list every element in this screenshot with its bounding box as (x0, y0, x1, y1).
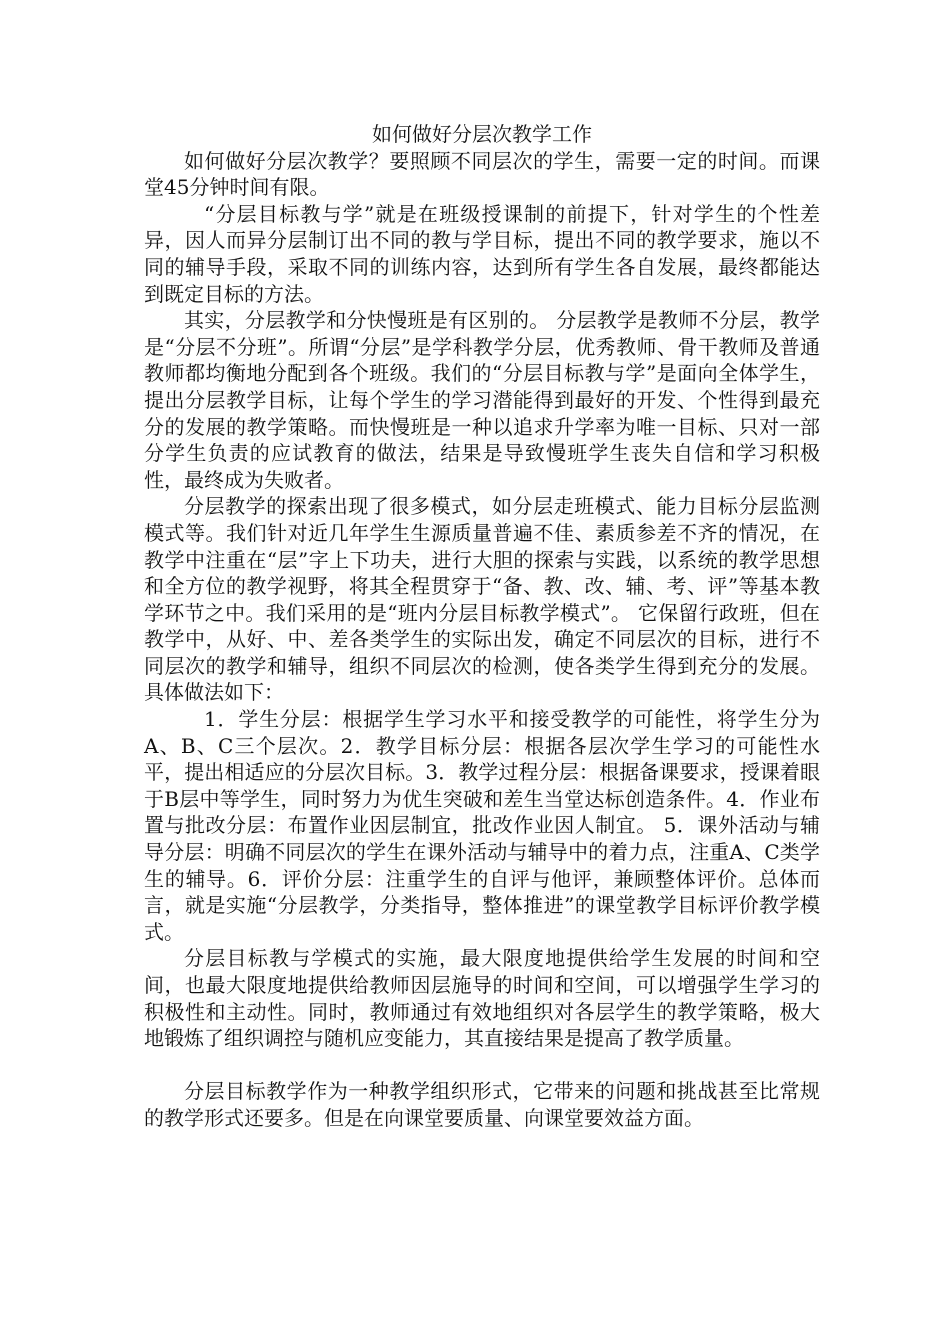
document-title: 如何做好分层次教学工作 (372, 122, 592, 146)
paragraph-spacer (144, 1052, 820, 1079)
paragraph-methods: 1．学生分层：根据学生学习水平和接受教学的可能性，将学生分为A、B、C三个层次。2．教学目标分层：根据各层次学生学习的可能性水平，提出相适应的分层次目标。3．教学过程分层：根据备课要求，授课着眼于B层中等学生，同时努力为优生突破和差生当堂达标创造条件。4．作业布置与批改分层：布置作业因层制宜，批改作业因人制宜。 5．课外活动与辅导分层：明确不同层次的学生在课外活动与辅导中的着力点，注重A、C类学生的辅导。6．评价分层：注重学生的自评与他评，兼顾整体评价。总体而言，就是实施“分层教学，分类指导，整体推进”的课堂教学目标评价教学模式。 (144, 707, 820, 944)
paragraph-definition: “分层目标教与学”就是在班级授课制的前提下，针对学生的个性差异，因人而异分层制订出不同的教与学目标，提出不同的教学要求，施以不同的辅导手段，采取不同的训练内容，达到所有学生各自发展，最终都能达到既定目标的方法。 (144, 201, 820, 306)
paragraph-challenges: 分层目标教学作为一种教学组织形式，它带来的问题和挑战甚至比常规的教学形式还要多。但是在向课堂要质量、向课堂要效益方面。 (144, 1079, 820, 1130)
paragraph-intro: 如何做好分层次教学？要照顾不同层次的学生，需要一定的时间。而课堂45分钟时间有限。 (144, 148, 820, 200)
document-body (144, 121, 820, 1132)
paragraph-effects: 分层目标教与学模式的实施，最大限度地提供给学生发展的时间和空间，也最大限度地提供给教师因层施导的时间和空间，可以增强学生学习的积极性和主动性。同时，教师通过有效地组织对各层学生的教学策略，极大地锻炼了组织调控与随机应变能力，其直接结果是提高了教学质量。 (144, 946, 820, 1051)
paragraph-models: 分层教学的探索出现了很多模式，如分层走班模式、能力目标分层监测模式等。我们针对近几年学生生源质量普遍不佳、素质参差不齐的情况，在教学中注重在“层”字上下功夫，进行大胆的探索与实践，以系统的教学思想和全方位的教学视野，将其全程贯穿于“备、教、改、辅、考、评”等基本教学环节之中。我们采用的是“班内分层目标教学模式”。 它保留行政班，但在教学中，从好、中、差各类学生的实际出发，确定不同层次的目标，进行不同层次的教学和辅导，组织不同层次的检测，使各类学生得到充分的发展。具体做法如下： (144, 494, 820, 705)
paragraph-difference: 其实，分层教学和分快慢班是有区别的。 分层教学是教师不分层，教学是“分层不分班”。所谓“分层”是学科教学分层，优秀教师、骨干教师及普通教师都均衡地分配到各个班级。我们的“分层目标教与学”是面向全体学生，提出分层教学目标，让每个学生的学习潜能得到最好的开发、个性得到最充分的发展的教学策略。而快慢班是一种以追求升学率为唯一目标、只对一部分学生负责的应试教育的做法，结果是导致慢班学生丧失自信和学习积极性，最终成为失败者。 (144, 308, 820, 492)
